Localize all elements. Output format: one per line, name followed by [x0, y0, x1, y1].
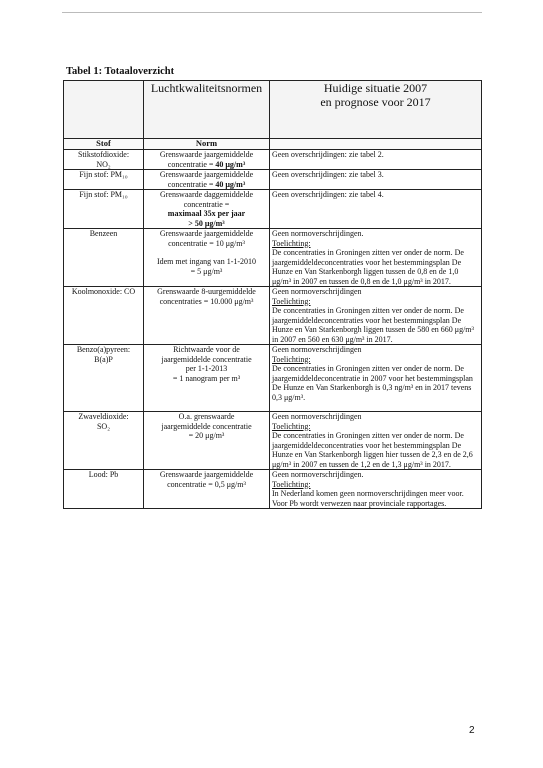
stof-name: Zwaveldioxide: — [78, 412, 129, 421]
situation-cell — [270, 287, 482, 345]
situation-text: Geen normoverschrijdingen. — [272, 229, 364, 238]
stof-formula: B(a)P — [94, 354, 113, 364]
norm-cell — [144, 470, 270, 509]
norm-text: jaargemiddelde concentratie — [161, 354, 252, 364]
table-row — [64, 150, 482, 170]
table-caption: Tabel 1: Totaaloverzicht — [66, 66, 175, 77]
toelichting-label: Toelichting: — [272, 238, 311, 248]
stof-name: Benzo(a)pyreen: — [76, 345, 131, 354]
table-row — [64, 190, 482, 229]
stof-cell — [64, 412, 144, 470]
situation-body: De concentraties in Groningen zitten ver onder de norm. De jaargemiddeldeconcentratie in 2007 voor het bestemmingsplan De Hunze en Van Starkenborgh is 0,3 ng/m³ en in 2017 tevens 0,3 μg/m³. — [272, 364, 473, 402]
norm-cell — [144, 190, 270, 229]
stof-cell — [64, 470, 144, 509]
stof-formula: NO₂ — [96, 159, 111, 169]
table-row — [64, 287, 482, 345]
situation-body: De concentraties in Groningen zitten ver onder de norm. De jaargemiddeldeconcentraties voor het bestemmingsplan De Hunze en Van Starkenborgh liggen tussen de 0,8 en de 1,0 μg/m³ in 2007 en tussen de 0,8 en de 1,0 μg/m³ in 2017. — [272, 248, 464, 286]
overview-table — [63, 80, 482, 509]
norm-text: Grenswaarde jaargemiddelde — [159, 170, 254, 179]
norm-value: > 50 μg/m³ — [188, 218, 225, 228]
situation-body: De concentraties in Groningen zitten ver onder de norm. De jaargemiddeldeconcentraties voor het bestemmingsplan De Hunze en Van Starkenborgh liggen hier tussen de 2,3 en de 2,6 μg/m³ in 2007 en tussen de 1,2 en de 1,3 μg/m³ in 2017. — [272, 431, 473, 469]
situation-cell — [270, 170, 482, 190]
norm-text: = 5 μg/m³ — [190, 266, 223, 276]
stof-name: Fijn stof: PM₁₀ — [79, 170, 128, 179]
norm-cell — [144, 412, 270, 470]
norm-cell — [144, 170, 270, 190]
norm-text: concentraties = 10.000 μg/m³ — [159, 296, 254, 306]
situation-cell — [270, 150, 482, 170]
subheader-stof: Stof — [64, 139, 144, 150]
table-row — [64, 345, 482, 412]
header-row — [64, 81, 482, 139]
norm-text: concentratie = — [183, 199, 230, 209]
stof-name: Fijn stof: PM₁₀ — [79, 190, 128, 199]
norm-text: Idem met ingang van 1-1-2010 — [156, 257, 257, 266]
toelichting-label: Toelichting: — [272, 421, 311, 431]
header-empty-cell — [64, 81, 144, 139]
norm-text: Grenswaarde jaargemiddelde — [159, 150, 254, 159]
subheader-norm: Norm — [144, 139, 270, 150]
situation-cell — [270, 229, 482, 287]
situation-text: Geen normoverschrijdingen — [272, 412, 362, 421]
toelichting-label: Toelichting: — [272, 354, 311, 364]
toelichting-label: Toelichting: — [272, 296, 311, 306]
norm-cell — [144, 287, 270, 345]
norm-text: O.a. grenswaarde — [178, 412, 235, 421]
situation-text: Geen normoverschrijdingen — [272, 287, 362, 296]
norm-cell — [144, 150, 270, 170]
table-row — [64, 412, 482, 470]
situation-text: Geen overschrijdingen: zie tabel 3. — [272, 170, 384, 179]
norm-text: concentratie = 10 μg/m³ — [168, 238, 245, 248]
norm-text: = 20 μg/m³ — [188, 431, 225, 440]
norm-text: = 1 nanogram per m³ — [172, 373, 241, 383]
stof-name: Koolmonoxide: CO — [71, 287, 136, 296]
table-row — [64, 229, 482, 287]
norm-text: Richtwaarde voor de — [173, 345, 240, 354]
table-row — [64, 170, 482, 190]
stof-name: Benzeen — [89, 229, 118, 238]
situation-text: Geen normoverschrijdingen. — [272, 470, 364, 479]
toelichting-label: Toelichting: — [272, 479, 311, 489]
norm-text: Grenswaarde 8-uurgemiddelde — [157, 287, 256, 296]
situation-body: De concentraties in Groningen zitten ver onder de norm. De jaargemiddeldeconcentraties voor het bestemmingsplan De Hunze en Van Starkenborgh liggen tussen de 580 en 660 μg/m³ in 2007 en 560 en 630 μg/m³ in 2017. — [272, 306, 474, 344]
page-number: 2 — [469, 725, 475, 736]
norm-cell — [144, 229, 270, 287]
norm-text: Grenswaarde jaargemiddelde — [159, 229, 254, 238]
header-situation-line1: Huidige situatie 2007 — [323, 81, 428, 95]
top-rule — [62, 12, 482, 13]
stof-formula: SO₂ — [96, 421, 110, 431]
norm-text: concentratie = — [167, 159, 216, 169]
stof-cell — [64, 170, 144, 190]
norm-value: maximaal 35x per jaar — [167, 209, 246, 218]
situation-body: In Nederland komen geen normoverschrijdingen meer voor. Voor Pb wordt verwezen naar provinciale rapportages. — [272, 489, 464, 508]
norm-text: concentratie = 0,5 μg/m³ — [167, 479, 246, 489]
norm-text: jaargemiddelde concentratie — [161, 421, 252, 431]
subheader-empty — [270, 139, 482, 150]
situation-cell — [270, 345, 482, 412]
stof-cell — [64, 190, 144, 229]
table-row — [64, 470, 482, 509]
situation-cell — [270, 412, 482, 470]
stof-name: Stikstofdioxide: — [77, 150, 130, 159]
stof-cell — [64, 150, 144, 170]
norm-text: Grenswaarde jaargemiddelde — [159, 470, 254, 479]
norm-text: concentratie = — [167, 179, 216, 189]
stof-cell — [64, 287, 144, 345]
norm-text: per 1-1-2013 — [185, 364, 228, 373]
subheader-row — [64, 139, 482, 150]
norm-value: 40 μg/m³ — [215, 179, 246, 189]
stof-cell — [64, 229, 144, 287]
norm-value: 40 μg/m³ — [215, 159, 246, 169]
stof-name: Lood: Pb — [88, 470, 119, 479]
situation-cell — [270, 190, 482, 229]
header-situation — [270, 81, 482, 139]
stof-cell — [64, 345, 144, 412]
header-norms: Luchtkwaliteitsnormen — [144, 81, 270, 139]
situation-cell — [270, 470, 482, 509]
situation-text: Geen overschrijdingen: zie tabel 2. — [272, 150, 384, 159]
norm-cell — [144, 345, 270, 412]
situation-text: Geen normoverschrijdingen — [272, 345, 362, 354]
norm-text: Grenswaarde daggemiddelde — [159, 190, 254, 199]
situation-text: Geen overschrijdingen: zie tabel 4. — [272, 190, 384, 199]
header-situation-line2: en prognose voor 2017 — [320, 95, 431, 109]
